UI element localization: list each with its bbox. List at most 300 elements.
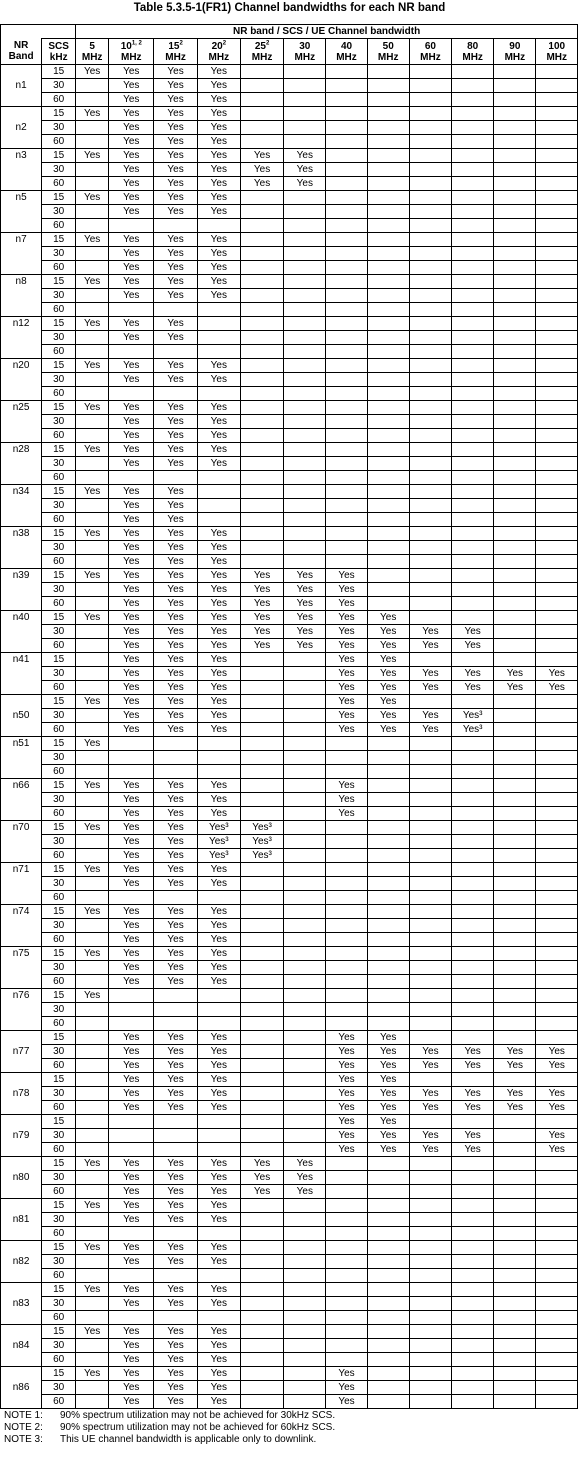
bandwidth-cell (494, 793, 536, 807)
bandwidth-cell (536, 611, 578, 625)
bandwidth-cell (536, 779, 578, 793)
column-header-value: 80 (467, 40, 479, 52)
bandwidth-cell (76, 177, 109, 191)
scs-cell: 30 (42, 877, 76, 891)
band-cell: n5 (1, 191, 42, 233)
bandwidth-cell: Yes (76, 317, 109, 331)
bandwidth-cell: Yes (197, 79, 240, 93)
bandwidth-cell (536, 485, 578, 499)
scs-cell: 60 (42, 93, 76, 107)
bandwidth-cell: Yes (197, 569, 240, 583)
bandwidth-cell (494, 345, 536, 359)
scs-cell: 60 (42, 891, 76, 905)
bandwidth-cell (326, 317, 367, 331)
bandwidth-cell: Yes (154, 975, 197, 989)
bandwidth-cell: Yes (197, 121, 240, 135)
bandwidth-cell (409, 359, 451, 373)
bandwidth-cell: Yes (109, 681, 154, 695)
bandwidth-cell (326, 219, 367, 233)
bandwidth-cell: Yes (109, 709, 154, 723)
scs-cell: 60 (42, 1395, 76, 1409)
bandwidth-cell: Yes (109, 611, 154, 625)
bandwidth-cell (452, 261, 494, 275)
bandwidth-cell: Yes (367, 667, 409, 681)
bandwidth-cell: Yes (154, 793, 197, 807)
scs-cell: 60 (42, 429, 76, 443)
bandwidth-cell: Yes (197, 1339, 240, 1353)
bandwidth-cell (326, 1157, 367, 1171)
bandwidth-cell (409, 653, 451, 667)
bandwidth-cell (326, 835, 367, 849)
bandwidth-cell (240, 499, 283, 513)
bandwidth-cell (494, 1283, 536, 1297)
bandwidth-cell: Yes (409, 1101, 451, 1115)
bandwidth-cell (494, 1227, 536, 1241)
bandwidth-cell (494, 849, 536, 863)
bandwidth-cell: Yes (409, 667, 451, 681)
bandwidth-cell (240, 863, 283, 877)
bandwidth-cell (452, 1255, 494, 1269)
bandwidth-cell: Yes (154, 1171, 197, 1185)
bandwidth-cell (367, 205, 409, 219)
bandwidth-cell (367, 387, 409, 401)
bandwidth-cell (494, 877, 536, 891)
bandwidth-cell: Yes (197, 401, 240, 415)
bandwidth-cell: Yes (452, 681, 494, 695)
bandwidth-cell (284, 877, 326, 891)
bandwidth-cell: Yes (284, 1171, 326, 1185)
bandwidth-cell (536, 1073, 578, 1087)
bandwidth-cell: Yes (109, 1157, 154, 1171)
bandwidth-cell (326, 513, 367, 527)
bandwidth-cell: Yes (197, 191, 240, 205)
bandwidth-cell: Yes (367, 1045, 409, 1059)
table-row (1, 317, 578, 331)
table-row (1, 275, 578, 289)
bandwidth-cell (536, 933, 578, 947)
bandwidth-cell: Yes (154, 1157, 197, 1171)
bandwidth-cell (76, 807, 109, 821)
bandwidth-cell (240, 261, 283, 275)
bandwidth-cell (452, 849, 494, 863)
scs-cell: 60 (42, 1227, 76, 1241)
bandwidth-cell: Yes (109, 275, 154, 289)
bandwidth-cell (326, 1017, 367, 1031)
bandwidth-cell: Yes (154, 429, 197, 443)
band-cell: n84 (1, 1325, 42, 1367)
bandwidth-cell (536, 975, 578, 989)
table-row (1, 359, 578, 373)
bandwidth-cell (367, 443, 409, 457)
bandwidth-cell (154, 1115, 197, 1129)
note-label: NOTE 2: (4, 1422, 43, 1433)
column-header (284, 39, 326, 65)
bandwidth-cell (76, 415, 109, 429)
scs-cell: 15 (42, 191, 76, 205)
bandwidth-cell (452, 79, 494, 93)
bandwidth-cell (240, 219, 283, 233)
bandwidth-cell: Yes (197, 611, 240, 625)
bandwidth-cell: Yes (284, 163, 326, 177)
bandwidth-cell (240, 541, 283, 555)
table-row (1, 723, 578, 737)
bandwidth-cell: Yes (197, 583, 240, 597)
table-row (1, 807, 578, 821)
column-header-value: NR (13, 40, 29, 52)
table-row (1, 1283, 578, 1297)
bandwidth-cell: Yes (240, 163, 283, 177)
bandwidth-cell (240, 1143, 283, 1157)
bandwidth-cell: Yes (154, 639, 197, 653)
bandwidth-cell (240, 1269, 283, 1283)
bandwidth-cell (197, 317, 240, 331)
scs-cell: 60 (42, 387, 76, 401)
scs-cell: 60 (42, 219, 76, 233)
bandwidth-cell (536, 205, 578, 219)
bandwidth-cell: Yes³ (197, 821, 240, 835)
band-cell: n79 (1, 1115, 42, 1157)
bandwidth-cell: Yes (154, 1031, 197, 1045)
bandwidth-cell (536, 219, 578, 233)
bandwidth-cell: Yes (154, 149, 197, 163)
bandwidth-cell (494, 765, 536, 779)
bandwidth-cell (284, 1339, 326, 1353)
scs-cell: 30 (42, 247, 76, 261)
bandwidth-cell (240, 1325, 283, 1339)
bandwidth-cell (76, 1143, 109, 1157)
bandwidth-cell (452, 121, 494, 135)
bandwidth-cell: Yes³ (240, 835, 283, 849)
bandwidth-cell (452, 933, 494, 947)
bandwidth-cell: Yes (197, 709, 240, 723)
scs-cell: 60 (42, 1269, 76, 1283)
bandwidth-cell (284, 1269, 326, 1283)
bandwidth-cell: Yes (197, 1157, 240, 1171)
scs-cell: 30 (42, 751, 76, 765)
bandwidth-cell (494, 1367, 536, 1381)
bandwidth-cell (409, 65, 451, 79)
bandwidth-cell (409, 905, 451, 919)
bandwidth-cell: Yes (109, 177, 154, 191)
bandwidth-cell (536, 471, 578, 485)
table-row (1, 233, 578, 247)
scs-cell: 15 (42, 569, 76, 583)
bandwidth-cell: Yes (197, 905, 240, 919)
bandwidth-cell: Yes³ (240, 849, 283, 863)
bandwidth-cell: Yes (197, 1045, 240, 1059)
bandwidth-cell: Yes (109, 597, 154, 611)
bandwidth-cell (326, 387, 367, 401)
bandwidth-cell (536, 93, 578, 107)
bandwidth-cell (452, 205, 494, 219)
bandwidth-cell (76, 1003, 109, 1017)
bandwidth-cell (409, 793, 451, 807)
bandwidth-cell (367, 555, 409, 569)
bandwidth-cell (240, 471, 283, 485)
bandwidth-cell (76, 597, 109, 611)
bandwidth-cell: Yes (109, 359, 154, 373)
bandwidth-cell: Yes (109, 723, 154, 737)
bandwidth-cell (76, 373, 109, 387)
bandwidth-cell (367, 569, 409, 583)
bandwidth-cell (326, 205, 367, 219)
scs-cell: 60 (42, 177, 76, 191)
bandwidth-cell (326, 1325, 367, 1339)
bandwidth-cell: Yes (197, 597, 240, 611)
bandwidth-cell (154, 1269, 197, 1283)
bandwidth-cell (494, 961, 536, 975)
bandwidth-cell (452, 1269, 494, 1283)
bandwidth-cell (536, 177, 578, 191)
bandwidth-cell (494, 639, 536, 653)
bandwidth-cell (367, 975, 409, 989)
bandwidth-cell (409, 149, 451, 163)
bandwidth-cell (284, 191, 326, 205)
bandwidth-cell (367, 1339, 409, 1353)
column-header (42, 39, 76, 65)
bandwidth-cell: Yes (109, 1255, 154, 1269)
bandwidth-cell (240, 1073, 283, 1087)
table-row (1, 247, 578, 261)
bandwidth-cell (76, 681, 109, 695)
bandwidth-cell (76, 1353, 109, 1367)
table-row (1, 863, 578, 877)
table-row (1, 835, 578, 849)
bandwidth-cell (284, 443, 326, 457)
bandwidth-cell (452, 93, 494, 107)
bandwidth-cell (452, 1199, 494, 1213)
bandwidth-cell (367, 149, 409, 163)
bandwidth-cell (240, 1367, 283, 1381)
table-row (1, 597, 578, 611)
bandwidth-cell (452, 541, 494, 555)
bandwidth-cell (494, 1353, 536, 1367)
bandwidth-cell (284, 429, 326, 443)
bandwidth-cell (494, 807, 536, 821)
bandwidth-cell (536, 499, 578, 513)
bandwidth-cell (494, 905, 536, 919)
bandwidth-cell: Yes (154, 877, 197, 891)
bandwidth-cell: Yes (197, 93, 240, 107)
bandwidth-cell (284, 401, 326, 415)
bandwidth-cell (536, 807, 578, 821)
bandwidth-cell (240, 415, 283, 429)
band-cell: n34 (1, 485, 42, 527)
bandwidth-cell: Yes (326, 1059, 367, 1073)
bandwidth-cell (326, 849, 367, 863)
bandwidth-cell (409, 835, 451, 849)
bandwidth-cell: Yes (109, 807, 154, 821)
bandwidth-cell: Yes (197, 863, 240, 877)
bandwidth-cell (76, 1185, 109, 1199)
bandwidth-cell (367, 1185, 409, 1199)
bandwidth-cell (284, 835, 326, 849)
bandwidth-cell (452, 1325, 494, 1339)
bandwidth-cell: Yes (197, 1297, 240, 1311)
scs-cell: 60 (42, 1311, 76, 1325)
bandwidth-cell (284, 359, 326, 373)
table-row (1, 611, 578, 625)
bandwidth-cell (284, 961, 326, 975)
bandwidth-cell (452, 905, 494, 919)
bandwidth-cell: Yes (197, 1185, 240, 1199)
bandwidth-cell (326, 163, 367, 177)
bandwidth-cell: Yes (197, 527, 240, 541)
bandwidth-cell: Yes (154, 1101, 197, 1115)
column-header-note-ref: 1, 2 (131, 40, 142, 47)
bandwidth-cell: Yes (409, 1059, 451, 1073)
table-row (1, 1059, 578, 1073)
bandwidth-cell (494, 65, 536, 79)
bandwidth-cell: Yes (197, 1241, 240, 1255)
bandwidth-cell: Yes (109, 135, 154, 149)
bandwidth-cell (494, 1297, 536, 1311)
bandwidth-cell: Yes (109, 1367, 154, 1381)
bandwidth-cell (109, 303, 154, 317)
table-row (1, 499, 578, 513)
bandwidth-cell (284, 1255, 326, 1269)
bandwidth-cell (452, 275, 494, 289)
bandwidth-cell: Yes (154, 121, 197, 135)
bandwidth-cell (452, 387, 494, 401)
bandwidth-cell (240, 667, 283, 681)
bandwidth-cell: Yes (154, 373, 197, 387)
bandwidth-cell: Yes (367, 681, 409, 695)
bandwidth-cell (452, 1115, 494, 1129)
bandwidth-cell (494, 583, 536, 597)
band-cell: n3 (1, 149, 42, 191)
bandwidth-cell (452, 975, 494, 989)
bandwidth-cell (109, 737, 154, 751)
bandwidth-cell (409, 1381, 451, 1395)
scs-cell: 60 (42, 513, 76, 527)
bandwidth-cell (494, 1003, 536, 1017)
bandwidth-cell (409, 1283, 451, 1297)
bandwidth-cell: Yes (452, 1129, 494, 1143)
table-row (1, 79, 578, 93)
bandwidth-cell (367, 989, 409, 1003)
column-header-unit: kHz (49, 51, 68, 63)
bandwidth-cell (197, 1143, 240, 1157)
bandwidth-cell (326, 947, 367, 961)
bandwidth-cell (326, 415, 367, 429)
bandwidth-cell: Yes (76, 611, 109, 625)
bandwidth-cell: Yes (154, 709, 197, 723)
bandwidth-cell (154, 345, 197, 359)
bandwidth-cell (284, 1381, 326, 1395)
bandwidth-cell (76, 1073, 109, 1087)
bandwidth-cell (536, 1031, 578, 1045)
table-row (1, 919, 578, 933)
bandwidth-cell: Yes (409, 681, 451, 695)
bandwidth-cell (409, 919, 451, 933)
bandwidth-cell (109, 989, 154, 1003)
bandwidth-cell (494, 835, 536, 849)
bandwidth-cell: Yes (109, 1101, 154, 1115)
bandwidth-cell: Yes (76, 947, 109, 961)
scs-cell: 30 (42, 1045, 76, 1059)
bandwidth-cell (536, 583, 578, 597)
bandwidth-cell: Yes (326, 1129, 367, 1143)
bandwidth-cell (409, 205, 451, 219)
bandwidth-cell: Yes (109, 65, 154, 79)
bandwidth-cell (284, 1073, 326, 1087)
bandwidth-cell: Yes (154, 415, 197, 429)
bandwidth-cell: Yes (326, 625, 367, 639)
bandwidth-cell (409, 1339, 451, 1353)
bandwidth-cell (326, 135, 367, 149)
bandwidth-cell (536, 919, 578, 933)
bandwidth-cell: Yes (284, 583, 326, 597)
bandwidth-cell: Yes (154, 65, 197, 79)
table-row (1, 779, 578, 793)
scs-cell: 15 (42, 65, 76, 79)
bandwidth-cell (284, 1353, 326, 1367)
bandwidth-cell (76, 429, 109, 443)
bandwidth-cell (284, 275, 326, 289)
bandwidth-cell: Yes (76, 401, 109, 415)
bandwidth-cell: Yes (109, 1185, 154, 1199)
table-row (1, 1325, 578, 1339)
bandwidth-cell: Yes (536, 1143, 578, 1157)
bandwidth-cell (409, 387, 451, 401)
bandwidth-cell (494, 989, 536, 1003)
bandwidth-cell (452, 163, 494, 177)
table-row (1, 443, 578, 457)
bandwidth-cell (284, 541, 326, 555)
scs-cell: 30 (42, 373, 76, 387)
bandwidth-cell (536, 233, 578, 247)
scs-cell: 15 (42, 107, 76, 121)
bandwidth-cell: Yes (197, 359, 240, 373)
bandwidth-cell (284, 681, 326, 695)
bandwidth-cell (409, 989, 451, 1003)
table-row (1, 527, 578, 541)
bandwidth-cell (452, 555, 494, 569)
bandwidth-cell (284, 373, 326, 387)
bandwidth-cell (284, 1283, 326, 1297)
bandwidth-cell: Yes (109, 289, 154, 303)
bandwidth-cell: Yes (326, 597, 367, 611)
bandwidth-cell: Yes (154, 611, 197, 625)
bandwidth-cell: Yes (197, 1395, 240, 1409)
bandwidth-cell (409, 1297, 451, 1311)
scs-cell: 15 (42, 905, 76, 919)
column-header-value: 40 (340, 40, 353, 52)
bandwidth-cell: Yes (154, 261, 197, 275)
bandwidth-cell (452, 1297, 494, 1311)
table-row (1, 513, 578, 527)
bandwidth-cell (240, 975, 283, 989)
bandwidth-cell (367, 821, 409, 835)
bandwidth-cell (494, 443, 536, 457)
scs-cell: 30 (42, 289, 76, 303)
bandwidth-cell (494, 751, 536, 765)
bandwidth-cell (240, 1241, 283, 1255)
bandwidth-cell (409, 1017, 451, 1031)
note-1 (4, 1410, 579, 1422)
bandwidth-cell (154, 303, 197, 317)
column-header (1, 39, 42, 65)
bandwidth-cell (197, 989, 240, 1003)
bandwidth-cell: Yes (154, 275, 197, 289)
bandwidth-cell (326, 93, 367, 107)
bandwidth-cell (409, 499, 451, 513)
bandwidth-cell (367, 1381, 409, 1395)
bandwidth-cell (367, 597, 409, 611)
bandwidth-cell (367, 247, 409, 261)
bandwidth-cell: Yes (109, 233, 154, 247)
